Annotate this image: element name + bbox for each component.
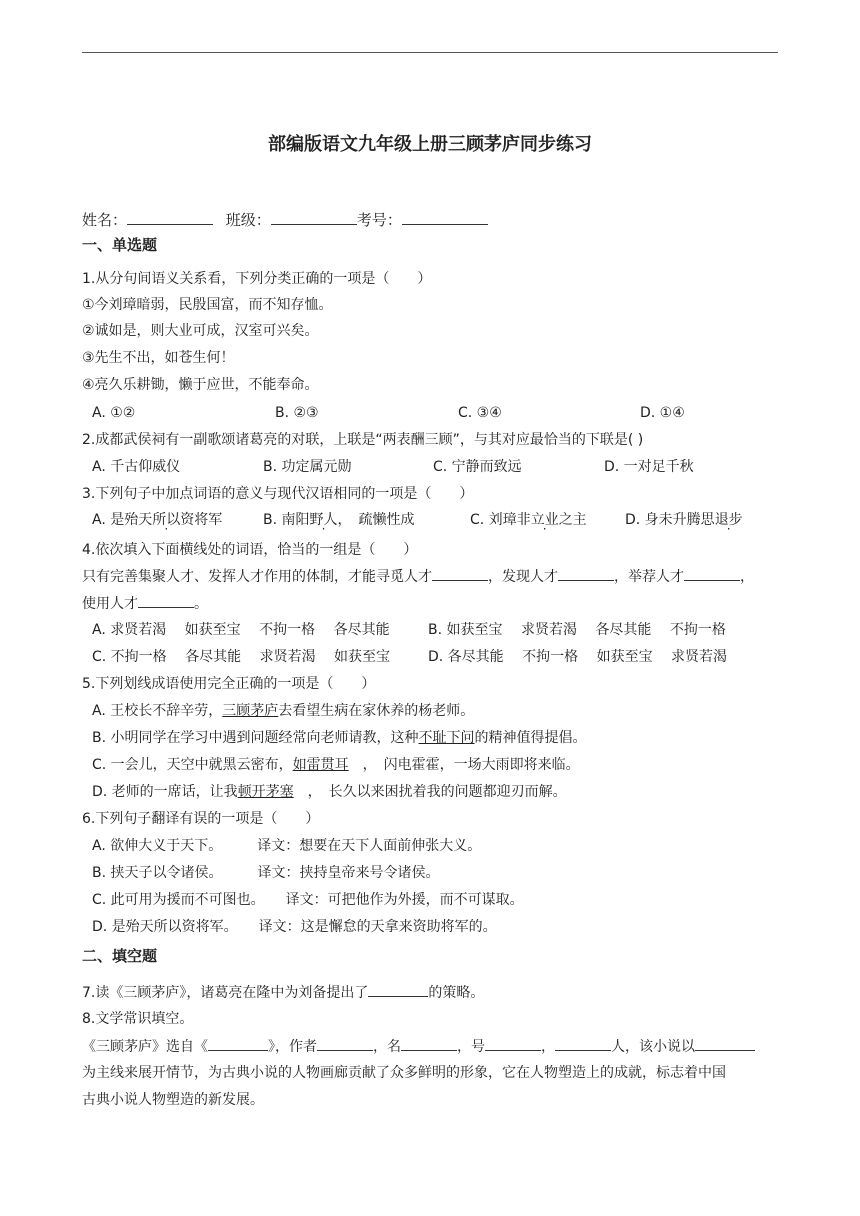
q8-text-6: 人，该小说以 — [611, 1039, 695, 1055]
q5-a-post: 去看望生病在家休养的杨老师。 — [278, 703, 475, 719]
student-info-row — [82, 210, 488, 230]
section-heading-single-choice: 一、单选题 — [82, 236, 158, 254]
q4-option-d[interactable]: D. 各尽其能 不拘一格 如获至宝 求贤若渴 — [428, 649, 728, 665]
q2-option-b[interactable]: B. 功定属元勋 — [263, 459, 352, 475]
q4-text-3: ，举荐人才 — [614, 569, 684, 585]
q5-stem: 5.下列划线成语使用完全正确的一项是（ ） — [82, 676, 376, 692]
q5-a-pre: A. 王校长不辞辛劳， — [92, 703, 223, 719]
q8-text-5: ， — [541, 1039, 555, 1055]
q5-b-pre: B. 小明同学在学习中遇到问题经常向老师请教，这种 — [92, 730, 419, 746]
q1-option-d[interactable]: D. ①④ — [640, 405, 685, 421]
q5-c-pre: C. 一会儿，天空中就黑云密布， — [92, 757, 293, 773]
q5-b-post: 的精神值得提倡。 — [474, 730, 587, 746]
q5-d-underlined: 顿开茅塞 — [237, 784, 294, 800]
q4-blank-1[interactable] — [432, 566, 488, 581]
q5-option-b[interactable] — [92, 728, 587, 748]
q3-c-pre: C. 刘璋非 — [470, 512, 531, 528]
q4-option-c[interactable]: C. 不拘一格 各尽其能 求贤若渴 如获至宝 — [92, 649, 391, 665]
q1-item-1: ①今刘璋暗弱，民殷国富，而不知存恤。 — [82, 297, 333, 313]
q4-text-2: ，发现人才 — [488, 569, 558, 585]
q6-option-b[interactable]: B. 挟天子以令诸侯。 译文：挟持皇帝来号令诸侯。 — [92, 865, 440, 881]
q2-option-d[interactable]: D. 一对足千秋 — [604, 459, 694, 475]
q1-item-3: ③先生不出，如苍生何！ — [82, 350, 235, 366]
q6-option-a[interactable]: A. 欲伸大义于天下。 译文：想要在天下人面前伸张大义。 — [92, 838, 482, 854]
q4-blank-3[interactable] — [684, 566, 740, 581]
q3-b-post: ， 疏懒性成 — [337, 512, 415, 528]
q1-stem: 1.从分句间语义关系看，下列分类正确的一项是（ ） — [82, 271, 432, 287]
q8-stem: 8.文学常识填空。 — [82, 1011, 194, 1027]
q3-option-c[interactable] — [470, 510, 587, 530]
q5-option-a[interactable] — [92, 701, 474, 721]
q8-text-1: 《三顾茅庐》选自《 — [82, 1039, 208, 1055]
name-label: 姓名： — [82, 211, 128, 229]
q4-text-6: 。 — [194, 596, 208, 612]
page-title: 部编版语文九年级上册三顾茅庐同步练习 — [268, 134, 592, 155]
q5-a-underlined: 三顾茅庐 — [222, 703, 279, 719]
q4-passage-line-2 — [82, 593, 208, 614]
q8-line-2: 为主线来展开情节，为古典小说的人物画廊贡献了众多鲜明的形象，它在人物塑造上的成就，标志着中国 — [82, 1065, 726, 1081]
q8-text-2: 》，作者 — [268, 1039, 317, 1055]
q3-c-post: 之主 — [558, 512, 587, 528]
q8-blank-alias[interactable] — [485, 1036, 541, 1051]
q2-option-a[interactable]: A. 千古仰威仪 — [92, 459, 181, 475]
q3-option-a[interactable] — [92, 510, 222, 530]
q4-text-5: 使用人才 — [82, 596, 138, 612]
q1-option-c[interactable]: C. ③④ — [458, 405, 502, 421]
q1-item-2: ②诚如是，则大业可成，汉室可兴矣。 — [82, 323, 319, 339]
q3-d-pre: D. 身未升腾思 — [625, 512, 715, 528]
q5-c-underlined: 如雷贯耳 — [292, 757, 349, 773]
q8-text-4: ，号 — [457, 1039, 485, 1055]
q2-stem: 2.成都武侯祠有一副歌颂诸葛亮的对联，上联是“两表酬三顾”，与其对应最恰当的下联是( ) — [82, 432, 644, 448]
q6-stem: 6.下列句子翻译有误的一项是（ ） — [82, 811, 320, 827]
q2-option-c[interactable]: C. 宁静而致远 — [433, 459, 522, 475]
name-blank[interactable] — [127, 210, 213, 225]
q5-c-post: ， 闪电霍霍，一场大雨即将来临。 — [348, 757, 580, 773]
q4-option-a[interactable]: A. 求贤若渴 如获至宝 不拘一格 各尽其能 — [92, 622, 390, 638]
header-rule — [82, 52, 778, 53]
q5-option-d[interactable] — [92, 782, 567, 802]
q3-a-dotted: 所以 — [152, 512, 181, 528]
q1-item-4: ④亮久乐耕锄，懒于应世，不能奉命。 — [82, 377, 319, 393]
q8-blank-author[interactable] — [317, 1036, 373, 1051]
q3-b-pre: B. 南阳 — [263, 512, 310, 528]
q4-text-1: 只有完善集聚人才、发挥人才作用的体制，才能寻觅人才 — [82, 569, 432, 585]
q4-passage-line-1 — [82, 566, 754, 587]
q3-b-dotted: 野人 — [309, 512, 338, 528]
q8-blank-source[interactable] — [208, 1036, 268, 1051]
q1-option-b[interactable]: B. ②③ — [275, 405, 319, 421]
q4-stem: 4.依次填入下面横线处的词语，恰当的一组是（ ） — [82, 542, 418, 558]
q1-option-a[interactable]: A. ①② — [92, 405, 136, 421]
q5-b-underlined: 不耻下问 — [418, 730, 475, 746]
class-label: 班级： — [225, 211, 271, 229]
section-heading-fill-blank: 二、填空题 — [82, 947, 158, 965]
q7 — [82, 982, 484, 1003]
q4-option-b[interactable]: B. 如获至宝 求贤若渴 各尽其能 不拘一格 — [428, 622, 726, 638]
q8-text-3: ，名 — [373, 1039, 401, 1055]
number-label: 考号： — [356, 211, 402, 229]
q4-text-4: ， — [740, 569, 754, 585]
q7-post: 的策略。 — [428, 985, 485, 1001]
q4-blank-4[interactable] — [138, 593, 194, 608]
q3-option-d[interactable] — [625, 510, 743, 530]
q3-a-pre: A. 是殆天 — [92, 512, 153, 528]
q7-pre: 7.读《三顾茅庐》，诸葛亮在隆中为刘备提出了 — [82, 985, 369, 1001]
q8-line-1 — [82, 1036, 755, 1057]
q6-option-d[interactable]: D. 是殆天所以资将军。 译文：这是懈怠的天拿来资助将军的。 — [92, 919, 497, 935]
q3-stem: 3.下列句子中加点词语的意义与现代汉语相同的一项是（ ） — [82, 486, 474, 502]
q3-c-dotted: 立业 — [530, 512, 559, 528]
q8-line-3: 古典小说人物塑造的新发展。 — [82, 1092, 264, 1108]
q3-option-b[interactable] — [263, 510, 415, 530]
q7-blank[interactable] — [368, 982, 428, 997]
q3-a-post: 资将军 — [180, 512, 223, 528]
q8-blank-mainline[interactable] — [695, 1036, 755, 1051]
q5-d-pre: D. 老师的一席话，让我 — [92, 784, 238, 800]
q4-blank-2[interactable] — [558, 566, 614, 581]
q3-d-dotted: 退步 — [714, 512, 743, 528]
q8-blank-name[interactable] — [401, 1036, 457, 1051]
q5-d-post: ， 长久以来困扰着我的问题都迎刃而解。 — [293, 784, 567, 800]
number-blank[interactable] — [402, 210, 488, 225]
q6-option-c[interactable]: C. 此可用为援而不可图也。 译文：可把他作为外援，而不可谋取。 — [92, 892, 524, 908]
q8-blank-origin[interactable] — [555, 1036, 611, 1051]
q5-option-c[interactable] — [92, 755, 580, 775]
class-blank[interactable] — [271, 210, 357, 225]
